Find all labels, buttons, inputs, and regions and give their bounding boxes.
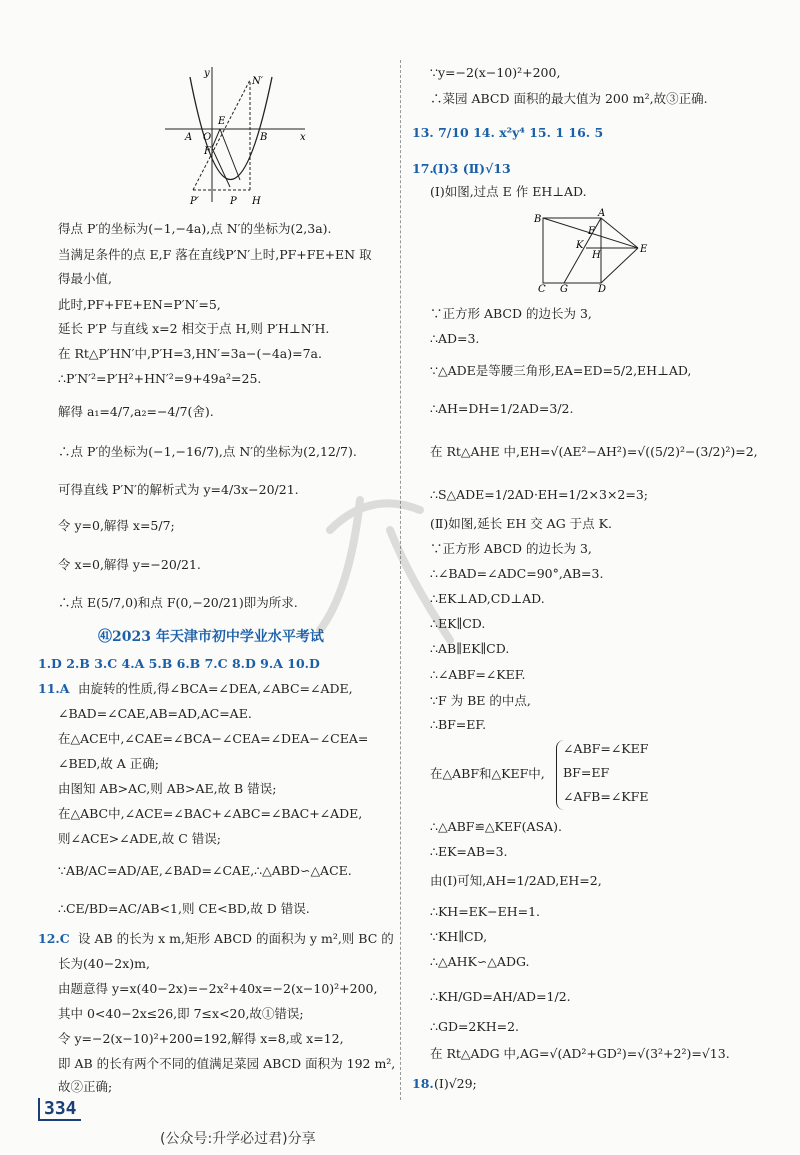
text-line: (Ⅱ)如图,延长 EH 交 AG 于点 K. — [430, 516, 612, 531]
text-line: 由题意得 y=x(40−2x)=−2x²+40x=−2(x−10)²+200, — [58, 981, 378, 996]
fig1-label-b: B — [260, 132, 268, 143]
fig1-label-a: A — [185, 132, 193, 143]
text-line: 在△ACE中,∠CAE=∠BCA−∠CEA=∠DEA−∠CEA= — [58, 731, 369, 746]
text-line: ∴KH=EK−EH=1. — [430, 904, 541, 919]
text-line: ∴CE/BD=AC/AB<1,则 CE<BD,故 D 错误. — [58, 901, 310, 916]
fig2-label-b: B — [534, 214, 542, 225]
parabola-figure — [160, 62, 310, 212]
text-line: ∴∠ABF=∠KEF. — [430, 667, 526, 682]
text-line: ∴EK∥CD. — [430, 616, 486, 631]
text-line: ∴点 E(5/7,0)和点 F(0,−20/21)即为所求. — [58, 595, 298, 610]
text-line: ∴菜园 ABCD 面积的最大值为 200 m²,故③正确. — [430, 91, 708, 106]
text-line: ∴GD=2KH=2. — [430, 1019, 520, 1034]
text-line: 令 y=−2(x−10)²+200=192,解得 x=8,或 x=12, — [58, 1031, 344, 1046]
text-line: ∵y=−2(x−10)²+200, — [430, 65, 561, 80]
fig1-label-n: N′ — [252, 76, 264, 87]
text-line: ∴△ABF≌△KEF(ASA). — [430, 819, 563, 834]
square-figure — [530, 208, 660, 293]
fig2-label-c: C — [538, 284, 546, 293]
text-line: 由图知 AB>AC,则 AB>AE,故 B 错误; — [58, 781, 277, 796]
fig1-label-y: y — [204, 68, 210, 79]
fig2-label-k: K — [576, 240, 584, 251]
text-line: ∴KH/GD=AH/AD=1/2. — [430, 989, 571, 1004]
text-line: 可得直线 P′N′的解析式为 y=4/3x−20/21. — [58, 482, 299, 497]
text-line: 在△ABC中,∠ACE=∠BAC+∠ABC=∠BAC+∠ADE, — [58, 806, 363, 821]
text-line: 在 Rt△AHE 中,EH=√(AE²−AH²)=√((5/2)²−(3/2)²)=2, — [430, 444, 758, 459]
text-line: 令 y=0,解得 x=5/7; — [58, 518, 175, 533]
mc-answers: 1.D 2.B 3.C 4.A 5.B 6.B 7.C 8.D 9.A 10.D — [38, 656, 320, 671]
text-line: 此时,PF+FE+EN=P′N′=5, — [58, 297, 221, 312]
fig1-label-h: H — [252, 196, 261, 207]
text-line: (Ⅰ)如图,过点 E 作 EH⊥AD. — [430, 184, 587, 199]
text-line: ∵AB/AC=AD/AE,∠BAD=∠CAE,∴△ABD∽△ACE. — [58, 863, 352, 878]
q17-label: 17. — [412, 161, 434, 176]
text-line: ∴AH=DH=1/2AD=3/2. — [430, 401, 574, 416]
fill-answers: 13. 7/10 14. x²y⁴ 15. 1 16. 5 — [412, 125, 604, 140]
fig2-label-f: F — [588, 226, 595, 237]
text-line: 由(Ⅰ)可知,AH=1/2AD,EH=2, — [430, 873, 602, 888]
text-line: 延长 P′P 与直线 x=2 相交于点 H,则 P′H⊥N′H. — [58, 321, 330, 336]
text-line: ∴AD=3. — [430, 331, 480, 346]
text-line: ∴EK=AB=3. — [430, 844, 508, 859]
q18-label: 18. — [412, 1076, 434, 1091]
fig2-label-d: D — [598, 284, 607, 293]
text-line: 令 x=0,解得 y=−20/21. — [58, 557, 201, 572]
text-line: 设 AB 的长为 x m,矩形 ABCD 的面积为 y m²,则 BC 的 — [78, 931, 394, 946]
text-line: ∠BAD=∠CAE,AB=AD,AC=AE. — [58, 706, 252, 721]
q11-label: 11.A — [38, 681, 70, 696]
text-line: ∴AB∥EK∥CD. — [430, 641, 510, 656]
text-line: ∴S△ADE=1/2AD·EH=1/2×3×2=3; — [430, 487, 649, 502]
text-line: ∴P′N′²=P′H²+HN′²=9+49a²=25. — [58, 371, 262, 386]
text-line: ∴∠BAD=∠ADC=90°,AB=3. — [430, 566, 604, 581]
text-line: ∴EK⊥AD,CD⊥AD. — [430, 591, 545, 606]
text-line: ∠BED,故 A 正确; — [58, 756, 160, 771]
fig1-label-p1: P′ — [190, 196, 199, 207]
text-line: ∵△ADE是等腰三角形,EA=ED=5/2,EH⊥AD, — [430, 363, 692, 378]
q18-text: (Ⅰ)√29; — [434, 1076, 477, 1091]
text-line: ∴BF=EF. — [430, 717, 487, 732]
text-line: 在△ABF和△KEF中, — [430, 766, 545, 781]
page-number: 334 — [38, 1098, 81, 1121]
watermark-logo — [300, 470, 480, 660]
equation-system — [556, 740, 648, 810]
fig2-label-g: G — [560, 284, 568, 293]
fig1-label-x: x — [300, 132, 306, 143]
fig2-label-a: A — [598, 208, 606, 219]
text-line: 长为(40−2x)m, — [58, 956, 150, 971]
text-line: ∴点 P′的坐标为(−1,−16/7),点 N′的坐标为(2,12/7). — [58, 444, 357, 459]
fig1-label-f: F — [204, 146, 211, 157]
text-line: ∴△AHK∽△ADG. — [430, 954, 530, 969]
q12-label: 12.C — [38, 931, 70, 946]
text-line: 得最小值, — [58, 271, 112, 286]
text-line: 解得 a₁=4/7,a₂=−4/7(舍). — [58, 404, 214, 419]
text-line: 即 AB 的长有两个不同的值满足菜园 ABCD 面积为 192 m², — [58, 1056, 396, 1071]
fig1-label-p: P — [230, 196, 237, 207]
text-line: 则∠ACE>∠ADE,故 C 错误; — [58, 831, 222, 846]
system-eq: BF=EF — [563, 765, 610, 780]
footer-credit: (公众号:升学必过君)分享 — [160, 1131, 316, 1147]
text-line: 在 Rt△P′HN′中,P′H=3,HN′=3a−(−4a)=7a. — [58, 346, 322, 361]
fig1-label-e: E — [218, 116, 226, 127]
text-line: ∵正方形 ABCD 的边长为 3, — [430, 306, 592, 321]
text-line: 当满足条件的点 E,F 落在直线P′N′上时,PF+FE+EN 取 — [58, 247, 372, 262]
section-title: ㊶2023 年天津市初中学业水平考试 — [98, 629, 324, 645]
q17-answer: (Ⅰ)3 (Ⅱ)√13 — [432, 161, 511, 176]
text-line: ∵F 为 BE 的中点, — [430, 693, 531, 708]
text-line: 在 Rt△ADG 中,AG=√(AD²+GD²)=√(3²+2²)=√13. — [430, 1046, 730, 1061]
fig2-label-e: E — [640, 244, 648, 255]
fig2-label-h: H — [592, 250, 601, 261]
text-line: ∵KH∥CD, — [430, 929, 488, 944]
system-eq: ∠ABF=∠KEF — [563, 741, 649, 756]
text-line: 其中 0<40−2x≤26,即 7≤x<20,故①错误; — [58, 1006, 304, 1021]
system-eq: ∠AFB=∠KFE — [563, 789, 649, 804]
fig1-label-o: O — [203, 132, 212, 143]
text-line: ∵正方形 ABCD 的边长为 3, — [430, 541, 592, 556]
text-line: 得点 P′的坐标为(−1,−4a),点 N′的坐标为(2,3a). — [58, 221, 332, 236]
text-line: 由旋转的性质,得∠BCA=∠DEA,∠ABC=∠ADE, — [78, 681, 353, 696]
text-line: 故②正确; — [58, 1079, 113, 1094]
